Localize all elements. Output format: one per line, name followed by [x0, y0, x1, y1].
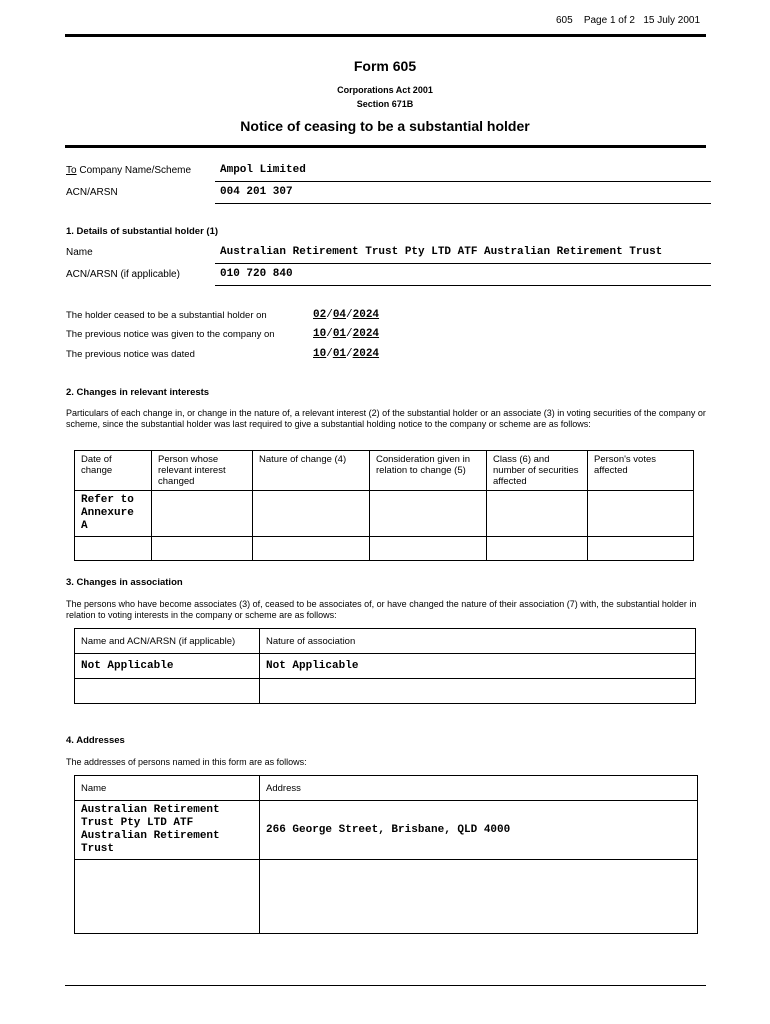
section4-heading: 4. Addresses — [66, 735, 125, 746]
table-row — [75, 654, 696, 679]
table-cell — [75, 679, 260, 704]
date-sep: / — [346, 328, 353, 340]
table-cell — [487, 491, 588, 537]
table-cell — [152, 491, 253, 537]
bottom-rule — [65, 985, 706, 986]
table-row — [75, 801, 698, 860]
table-header-row — [75, 629, 696, 654]
address-person-name: Australian Retirement Trust Pty LTD ATF Australian Retirement Trust — [75, 801, 260, 860]
table-cell — [370, 491, 487, 537]
holder-acn-field — [215, 285, 711, 286]
col-address: Address — [260, 776, 698, 801]
ceased-label: The holder ceased to be a substantial holder on — [66, 310, 267, 321]
table-cell — [260, 679, 696, 704]
holder-acn-value: 010 720 840 — [220, 268, 293, 280]
prev-given-day: 10 — [313, 328, 327, 340]
section3-heading: 3. Changes in association — [66, 577, 183, 588]
date-sep: / — [346, 309, 353, 321]
table-cell — [370, 537, 487, 561]
prev-given-label: The previous notice was given to the company on — [66, 329, 275, 340]
table-cell — [253, 491, 370, 537]
annexure-reference: Refer to Annexure A — [75, 491, 152, 537]
prev-dated-label: The previous notice was dated — [66, 349, 195, 360]
table-row — [75, 679, 696, 704]
col-nature-association: Nature of association — [260, 629, 696, 654]
prev-given-month: 01 — [332, 328, 347, 340]
ceased-date — [313, 309, 379, 321]
table-cell — [75, 537, 152, 561]
company-name-value: Ampol Limited — [220, 164, 306, 176]
section2-heading: 2. Changes in relevant interests — [66, 387, 210, 398]
col-name: Name — [75, 776, 260, 801]
prev-given-year: 2024 — [352, 328, 380, 340]
title-rule — [65, 145, 706, 148]
form-date: 15 July 2001 — [643, 15, 701, 26]
company-name-field — [215, 181, 711, 182]
act-title: Corporations Act 2001 — [337, 85, 433, 95]
to-label: To — [66, 165, 77, 176]
ceased-month: 04 — [332, 309, 347, 321]
section4-paragraph: The addresses of persons named in this form are as follows: — [66, 757, 307, 767]
addresses-table — [74, 775, 698, 934]
address-value: 266 George Street, Brisbane, QLD 4000 — [260, 801, 698, 860]
table-cell — [75, 860, 260, 934]
acn-field — [215, 203, 711, 204]
page-header — [556, 15, 700, 26]
top-rule — [65, 34, 706, 37]
table-cell — [588, 537, 694, 561]
table-header-row — [75, 776, 698, 801]
ceased-day: 02 — [313, 309, 327, 321]
col-date-of-change: Date of change — [75, 451, 152, 491]
date-sep: / — [326, 348, 333, 360]
section2-paragraph: Particulars of each change in, or change in the nature of, a relevant interest (2) of the substantial holder or an associate (3) in voting securities of the company or scheme, since the substantial holder was last required to give a substantial holding notice to the company or scheme are as follows: — [66, 408, 706, 429]
holder-name-field — [215, 263, 711, 264]
acn-value: 004 201 307 — [220, 186, 293, 198]
association-nature: Not Applicable — [260, 654, 696, 679]
date-sep: / — [326, 309, 333, 321]
table-cell — [588, 491, 694, 537]
to-company-label — [66, 165, 191, 176]
ceased-year: 2024 — [352, 309, 380, 321]
holder-acn-label: ACN/ARSN (if applicable) — [66, 269, 180, 280]
table-row — [75, 860, 698, 934]
col-consideration: Consideration given in relation to change (5) — [370, 451, 487, 491]
date-sep: / — [326, 328, 333, 340]
section3-paragraph: The persons who have become associates (3) of, ceased to be associates of, or have changed the nature of their association (7) with, the substantial holder in relation to voting interests in the company or scheme are as follows: — [66, 599, 697, 620]
table-cell — [253, 537, 370, 561]
form-number: 605 — [556, 15, 573, 26]
col-person: Person whose relevant interest changed — [152, 451, 253, 491]
table-cell — [487, 537, 588, 561]
page-indicator: Page 1 of 2 — [583, 15, 635, 26]
table-row — [75, 537, 694, 561]
holder-name-value: Australian Retirement Trust Pty LTD ATF Australian Retirement Trust — [220, 246, 663, 258]
notice-title: Notice of ceasing to be a substantial holder — [240, 118, 530, 134]
date-sep: / — [346, 348, 353, 360]
changes-table — [74, 450, 694, 561]
prev-dated-month: 01 — [332, 348, 347, 360]
col-nature: Nature of change (4) — [253, 451, 370, 491]
col-votes: Person's votes affected — [588, 451, 694, 491]
section1-heading: 1. Details of substantial holder (1) — [66, 226, 219, 237]
association-name: Not Applicable — [75, 654, 260, 679]
section-title: Section 671B — [356, 99, 414, 109]
table-row — [75, 491, 694, 537]
association-table — [74, 628, 696, 704]
prev-given-date — [313, 328, 379, 340]
col-class: Class (6) and number of securities affected — [487, 451, 588, 491]
prev-dated-date — [313, 348, 379, 360]
prev-dated-year: 2024 — [352, 348, 380, 360]
table-cell — [260, 860, 698, 934]
form-title: Form 605 — [353, 58, 417, 74]
table-header-row — [75, 451, 694, 491]
company-name-label: Company Name/Scheme — [79, 165, 192, 176]
prev-dated-day: 10 — [313, 348, 327, 360]
holder-name-label: Name — [66, 247, 93, 258]
col-name-acn: Name and ACN/ARSN (if applicable) — [75, 629, 260, 654]
table-cell — [152, 537, 253, 561]
acn-label: ACN/ARSN — [66, 187, 118, 198]
